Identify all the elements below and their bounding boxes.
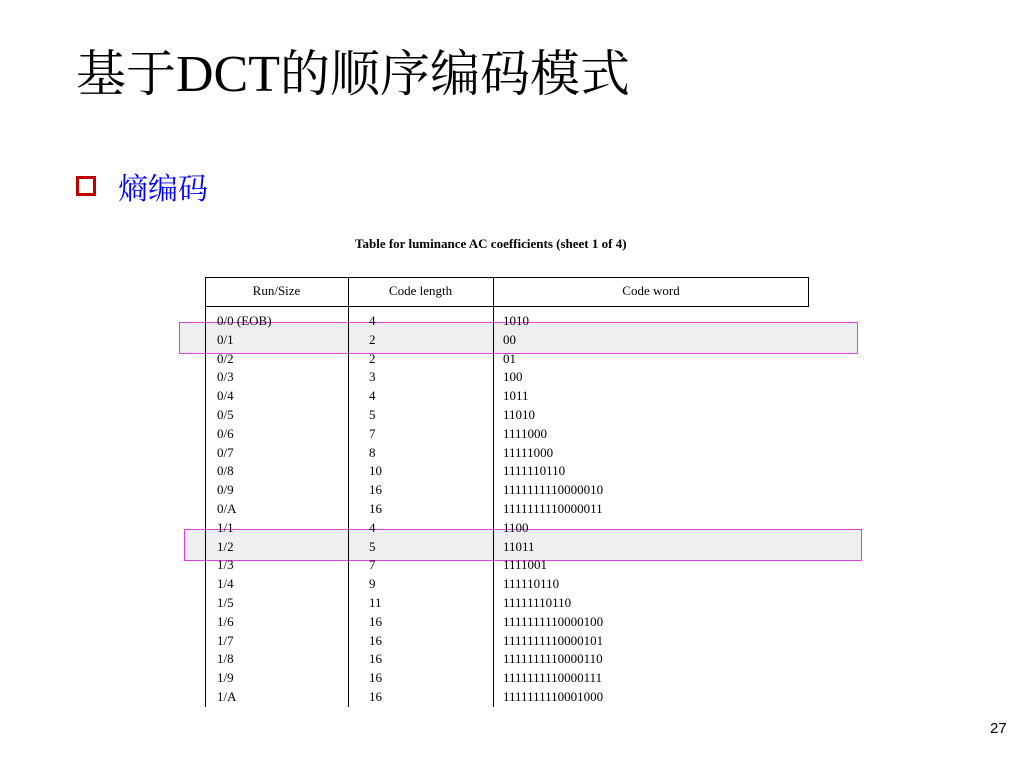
cell-run-size: 0/A: [217, 501, 237, 516]
cell-code-word: 1111111110000010: [503, 482, 604, 498]
table-header-rule: [205, 306, 809, 307]
cell-code-length: 2: [369, 350, 376, 366]
cell-run-size: 1/9: [217, 670, 234, 686]
table-row: [205, 311, 809, 330]
cell-run-size: 0/6: [217, 425, 234, 441]
cell-run-size: 0/4: [217, 388, 234, 404]
table-row: [205, 330, 809, 349]
cell-code-length: 16: [369, 689, 382, 704]
cell-code-word: 1111111110000100: [503, 613, 604, 629]
cell-code-word: 1111111110000011: [503, 501, 603, 516]
table-row: [205, 443, 809, 462]
cell-code-word: 1111110110: [503, 463, 566, 479]
cell-code-word: 1111111110000101: [503, 632, 604, 648]
cell-code-length: 16: [369, 482, 382, 498]
cell-run-size: 1/5: [217, 595, 234, 610]
cell-code-length: 4: [369, 519, 376, 535]
title-suffix: 的顺序编码模式: [280, 45, 630, 103]
cell-code-length: 11: [369, 595, 382, 610]
cell-code-length: 5: [369, 407, 376, 422]
cell-run-size: 0/8: [217, 463, 234, 479]
cell-run-size: 1/4: [217, 576, 234, 592]
cell-run-size: 1/A: [217, 689, 237, 704]
cell-code-word: 1111111110001000: [503, 689, 604, 704]
table-row: [205, 518, 809, 537]
cell-run-size: 0/9: [217, 482, 234, 498]
cell-code-word: 11111000: [503, 444, 554, 460]
cell-run-size: 1/3: [217, 557, 234, 573]
cell-code-word: 00: [503, 331, 516, 347]
cell-code-length: 16: [369, 613, 382, 629]
cell-run-size: 1/7: [217, 632, 234, 648]
cell-code-word: 11111110110: [503, 595, 572, 610]
table-row: [205, 367, 809, 386]
table-row: [205, 631, 809, 650]
bullet-item: [76, 166, 208, 206]
cell-code-word: 1010: [503, 313, 529, 328]
cell-run-size: 0/3: [217, 369, 234, 385]
table-row: [205, 555, 809, 574]
cell-code-word: 1011: [503, 388, 529, 404]
table-row: [205, 537, 809, 556]
cell-code-length: 3: [369, 369, 376, 385]
cell-code-length: 8: [369, 444, 376, 460]
slide-title: [76, 34, 630, 106]
cell-code-word: 100: [503, 369, 523, 385]
cell-code-length: 7: [369, 557, 376, 573]
cell-code-length: 9: [369, 576, 376, 592]
cell-code-word: 1111000: [503, 425, 548, 441]
table-row: [205, 424, 809, 443]
table-row: [205, 461, 809, 480]
cell-run-size: 0/0 (EOB): [217, 313, 272, 328]
cell-run-size: 0/2: [217, 350, 234, 366]
cell-code-word: 1100: [503, 519, 529, 535]
header-code-length: Code length: [388, 283, 453, 298]
cell-code-length: 4: [369, 388, 376, 404]
title-prefix: 基于: [76, 45, 176, 103]
table-row: [205, 687, 809, 706]
cell-code-length: 7: [369, 425, 376, 441]
cell-code-length: 2: [369, 331, 376, 347]
table-top-rule: [205, 277, 809, 278]
cell-code-word: 11010: [503, 407, 536, 422]
cell-code-length: 16: [369, 501, 382, 516]
table-row: [205, 668, 809, 687]
cell-code-word: 11011: [503, 538, 535, 554]
cell-code-length: 16: [369, 632, 382, 648]
title-latin: DCT: [176, 46, 280, 103]
cell-code-length: 5: [369, 538, 376, 554]
square-bullet-icon: [76, 176, 96, 196]
table-row: [205, 499, 809, 518]
table-row: [205, 349, 809, 368]
table-caption: Table for luminance AC coefficients (sheet 1 of 4): [355, 236, 627, 251]
cell-code-length: 16: [369, 651, 382, 667]
header-run-size: Run/Size: [252, 283, 301, 298]
cell-run-size: 0/1: [217, 331, 234, 347]
table-row: [205, 405, 809, 424]
cell-run-size: 1/2: [217, 538, 234, 554]
header-code-word: Code word: [622, 283, 680, 298]
cell-code-word: 1111111110000110: [503, 651, 603, 667]
cell-code-length: 10: [369, 463, 382, 479]
code-table: [205, 277, 809, 707]
cell-run-size: 1/1: [217, 519, 234, 535]
cell-run-size: 0/5: [217, 407, 234, 422]
table-row: [205, 649, 809, 668]
cell-code-length: 4: [369, 313, 376, 328]
table-row: [205, 480, 809, 499]
cell-run-size: 1/8: [217, 651, 234, 667]
cell-code-word: 1111111110000111: [503, 670, 603, 686]
cell-code-word: 01: [503, 350, 516, 366]
bullet-text: 熵编码: [118, 172, 208, 207]
table-row: [205, 612, 809, 631]
page-number: 27: [990, 720, 1007, 737]
table-row: [205, 386, 809, 405]
cell-code-word: 1111001: [503, 557, 548, 573]
cell-code-word: 111110110: [503, 576, 560, 592]
cell-code-length: 16: [369, 670, 382, 686]
table-row: [205, 593, 809, 612]
table-row: [205, 574, 809, 593]
cell-run-size: 1/6: [217, 613, 234, 629]
cell-run-size: 0/7: [217, 444, 234, 460]
